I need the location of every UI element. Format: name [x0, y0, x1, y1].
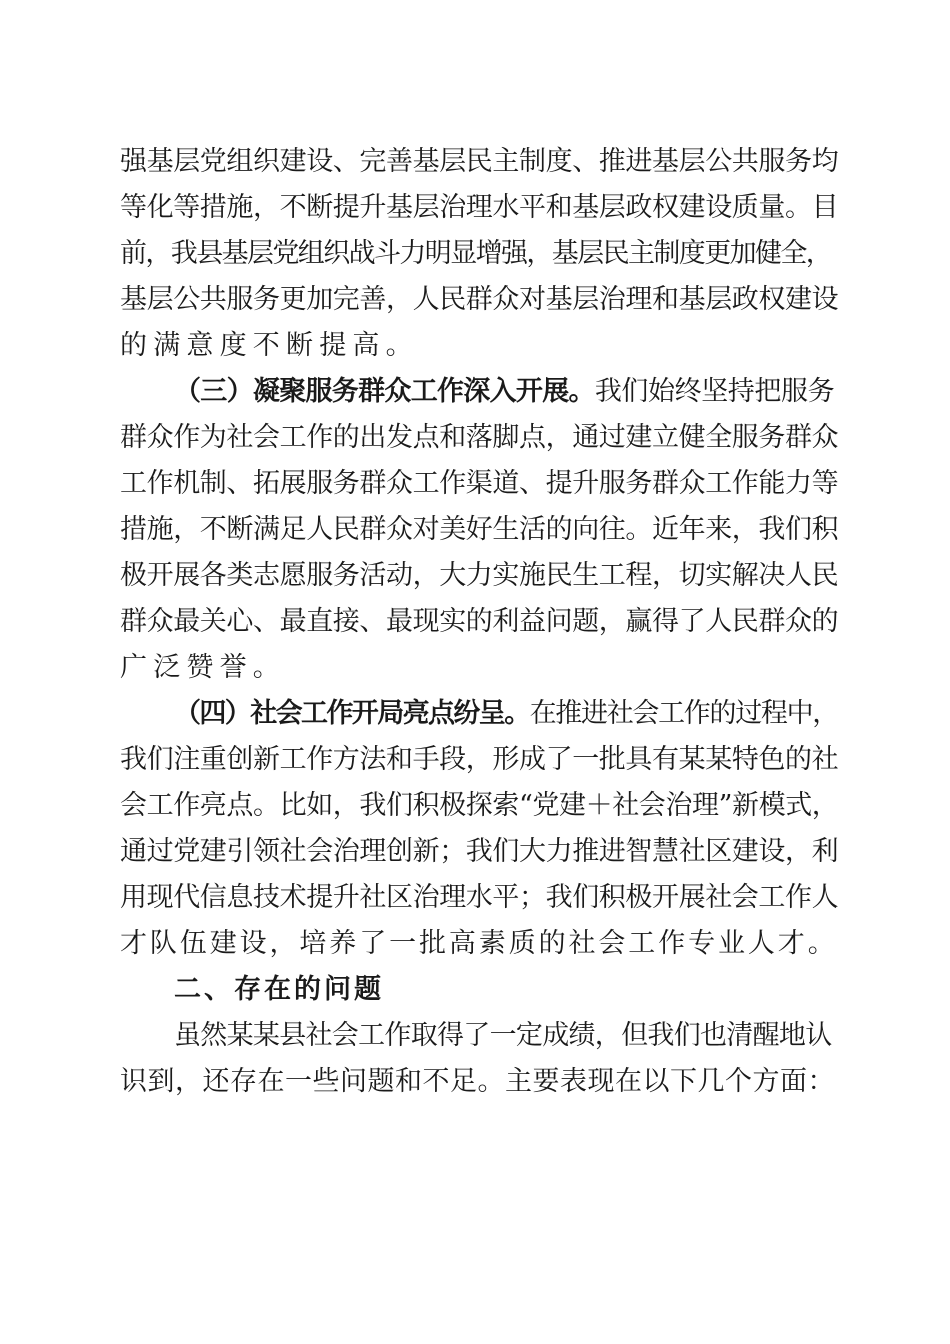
p3-line-6: 才队伍建设，培养了一批高素质的社会工作专业人才。: [120, 928, 838, 959]
p3-line-4: 通过党建引领社会治理创新；我们大力推进智慧社区建设，利: [120, 836, 839, 867]
p2-first-rest: 我们始终坚持把服务: [594, 376, 835, 407]
p2-first-line: [174, 372, 834, 412]
p2-line-7: 广泛赞誉。: [120, 652, 286, 683]
p2-line-4: 措施，不断满足人民群众对美好生活的向往。近年来，我们积: [120, 514, 839, 545]
p3-lead-heading: （四）社会工作开局亮点纷呈。: [174, 698, 530, 729]
p1-line-2: 等化等措施，不断提升基层治理水平和基层政权建设质量。目: [120, 192, 839, 223]
p3-first-line: [174, 694, 838, 734]
p4-line-2: 识到，还存在一些问题和不足。主要表现在以下几个方面：: [120, 1066, 835, 1097]
p1-line-3: 前，我县基层党组织战斗力明显增强，基层民主制度更加健全，: [120, 238, 832, 269]
p2-lead-heading: （三）凝聚服务群众工作深入开展。: [174, 376, 595, 407]
p3-line-2: 我们注重创新工作方法和手段，形成了一批具有某某特色的社: [120, 744, 839, 775]
p3-line-3: 会工作亮点。比如，我们积极探索“党建＋社会治理”新模式，: [120, 790, 839, 821]
p2-line-5: 极开展各类志愿服务活动，大力实施民生工程，切实解决人民: [120, 560, 839, 591]
p1-line-4: 基层公共服务更加完善，人民群众对基层治理和基层政权建设: [120, 284, 839, 315]
section-heading: 二、存在的问题: [174, 974, 384, 1005]
p2-line-3: 工作机制、拓展服务群众工作渠道、提升服务群众工作能力等: [120, 468, 839, 499]
p1-line-5: 的满意度不断提高。: [120, 330, 419, 361]
p3-first-rest: 在推进社会工作的过程中，: [529, 698, 839, 729]
p3-line-5: 用现代信息技术提升社区治理水平；我们积极开展社会工作人: [120, 882, 839, 913]
p2-line-6: 群众最关心、最直接、最现实的利益问题，赢得了人民群众的: [120, 606, 839, 637]
p4-first-line: 虽然某某县社会工作取得了一定成绩，但我们也清醒地认: [174, 1020, 832, 1051]
p2-line-2: 群众作为社会工作的出发点和落脚点，通过建立健全服务群众: [120, 422, 839, 453]
p1-line-1: 强基层党组织建设、完善基层民主制度、推进基层公共服务均: [120, 146, 839, 177]
